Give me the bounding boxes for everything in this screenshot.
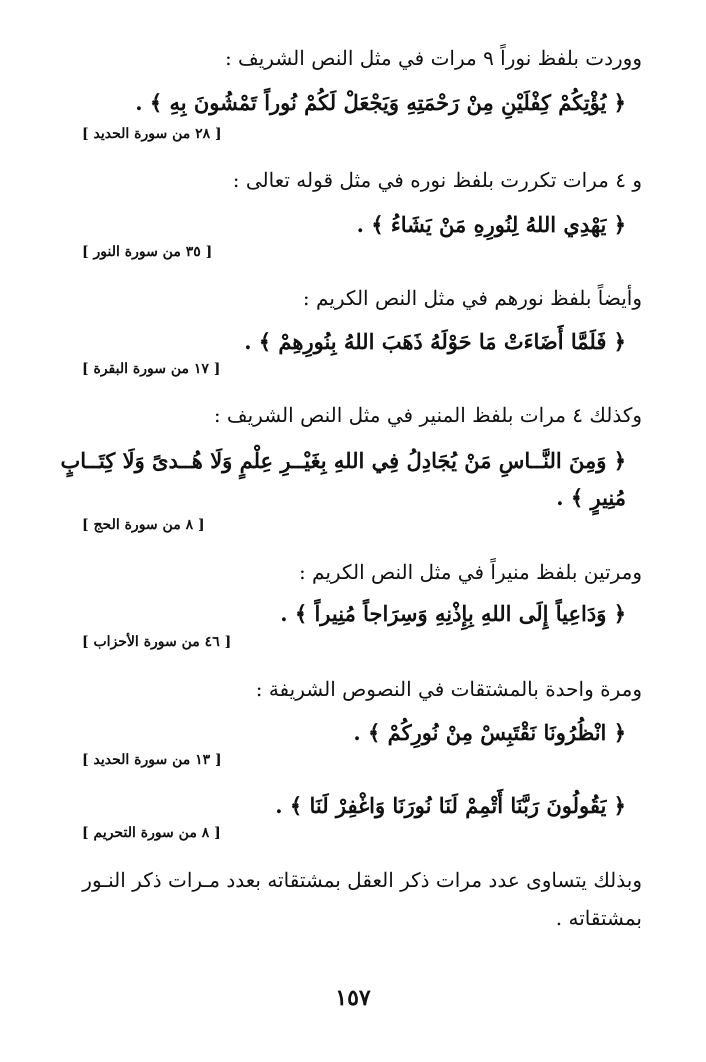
reference-tahrim-8: [ ٨ من سورة التحريم ] [82,825,221,841]
verse-hadid-28: ﴿ يُؤْتِكُمْ كِفْلَيْنِ مِنْ رَحْمَتِهِ وَيَجْعَلْ لَكُمْ نُوراً تَمْشُونَ بِهِ ﴾ . [135,90,626,115]
intro-muneeran: ومرتين بلفظ منيراً في مثل النص الكريم : [298,560,642,584]
verse-hajj-8-line1: ﴿ وَمِنَ النَّــاسِ مَنْ يُجَادِلُ فِي اللهِ بِغَيْــرِ عِلْمٍ وَلَا هُــدىً وَلَا كِتَــابٍ [60,448,626,473]
verse-nur-35: ﴿ يَهْدِي اللهُ لِنُورِهِ مَنْ يَشَاءُ ﴾ . [356,212,626,237]
reference-nur-35: [ ٣٥ من سورة النور ] [82,244,213,260]
intro-noorihim: وأيضاً بلفظ نورهم في مثل النص الكريم : [302,286,642,310]
intro-derivatives: ومرة واحدة بالمشتقات في النصوص الشريفة : [255,677,642,701]
verse-baqarah-17: ﴿ فَلَمَّا أَضَاءَتْ مَا حَوْلَهُ ذَهَبَ اللهُ بِنُورِهِمْ ﴾ . [244,329,626,354]
verse-hajj-8-line2: مُنِيرٍ ﴾ . [556,485,626,510]
verse-tahrim-8: ﴿ يَقُولُونَ رَبَّنَا أَتْمِمْ لَنَا نُورَنَا وَاغْفِرْ لَنَا ﴾ . [275,793,626,818]
reference-ahzab-46: [ ٤٦ من سورة الأحزاب ] [82,634,232,650]
verse-ahzab-46: ﴿ وَدَاعِياً إِلَى اللهِ بِإِذْنِهِ وَسِرَاجاً مُنِيراً ﴾ . [280,601,626,626]
conclusion-line-1: وبذلك يتساوى عدد مرات ذكر العقل بمشتقاته بعدد مـرات ذكر النـور [82,868,642,892]
conclusion-line-2: بمشتقاته . [555,906,642,930]
reference-hadid-28: [ ٢٨ من سورة الحديد ] [82,126,222,142]
page-number: ١٥٧ [335,985,371,1011]
reference-hajj-8: [ ٨ من سورة الحج ] [82,517,205,533]
verse-hadid-13: ﴿ انْظُرُونَا نَقْتَبِسْ مِنْ نُورِكُمْ ﴾ . [353,720,626,745]
intro-almuneer: وكذلك ٤ مرات بلفظ المنير في مثل النص الشريف : [213,403,642,427]
intro-noorihi: و ٤ مرات تكررت بلفظ نوره في مثل قوله تعالى : [232,168,642,192]
reference-baqarah-17: [ ١٧ من سورة البقرة ] [82,361,221,377]
reference-hadid-13: [ ١٣ من سورة الحديد ] [82,752,222,768]
intro-nooran: ووردت بلفظ نوراً ٩ مرات في مثل النص الشريف : [224,46,642,70]
